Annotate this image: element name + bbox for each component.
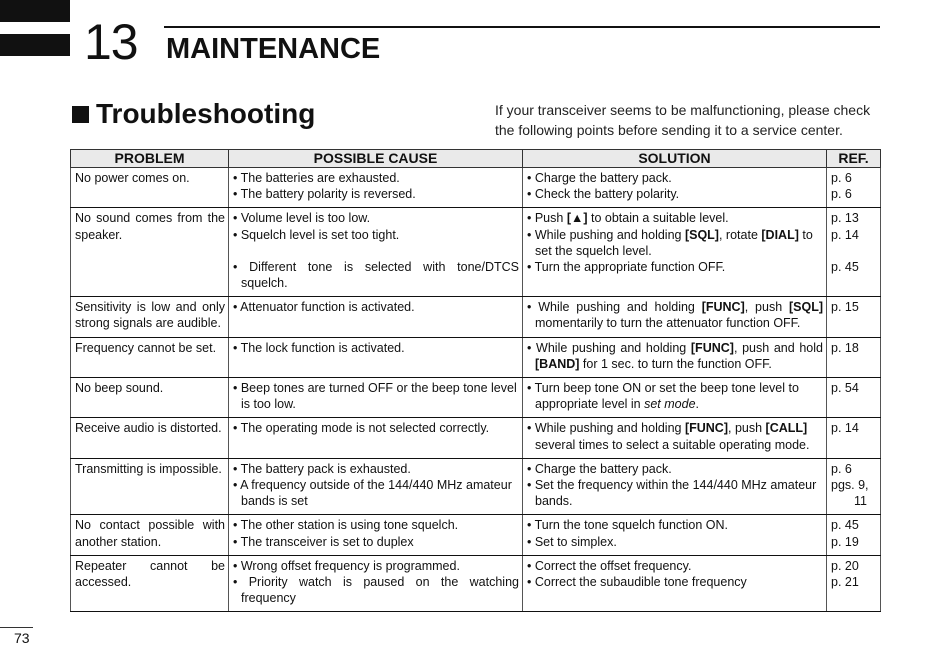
problem-cell: No contact possible with another station.	[71, 515, 229, 555]
ref-cell	[827, 378, 881, 418]
ref-cell	[827, 297, 881, 337]
solution-item: • Turn beep tone ON or set the beep tone level to appropriate level in set mode.	[527, 381, 799, 412]
page-number: 73	[14, 630, 30, 646]
cause-cell	[229, 208, 523, 297]
solution-item: • While pushing and holding [SQL], rotate [DIAL] to set the squelch level.	[527, 227, 813, 258]
cause-cell	[229, 555, 523, 612]
cause-item: • Different tone is selected with tone/DTCS squelch.	[233, 259, 519, 291]
cause-item: • The battery polarity is reversed.	[233, 187, 416, 202]
ref-cell	[827, 337, 881, 377]
solution-item: • While pushing and holding [FUNC], push [CALL] several times to select a suitable operating mode.	[527, 421, 810, 452]
ref-item: p. 54	[831, 381, 859, 396]
header-problem: PROBLEM	[71, 150, 229, 168]
solution-item: • Turn the appropriate function OFF.	[527, 260, 726, 275]
cause-cell	[229, 418, 523, 458]
chapter-title: MAINTENANCE	[166, 33, 381, 65]
cause-item: • Wrong offset frequency is programmed.	[233, 558, 460, 573]
chapter-number: 13	[84, 14, 138, 70]
cause-cell	[229, 337, 523, 377]
cause-item: • The other station is using tone squelch.	[233, 518, 459, 533]
solution-cell	[523, 515, 827, 555]
table-row	[71, 418, 881, 458]
solution-item: • Correct the offset frequency.	[527, 558, 692, 573]
solution-item: • Set to simplex.	[527, 534, 617, 549]
cause-cell	[229, 297, 523, 337]
table-row	[71, 378, 881, 418]
section-heading	[72, 97, 315, 131]
cause-item: • Attenuator function is activated.	[233, 300, 415, 315]
ref-item: p. 15	[831, 300, 859, 315]
solution-cell	[523, 297, 827, 337]
chapter-rule	[164, 26, 880, 28]
cause-item: • The transceiver is set to duplex	[233, 534, 414, 549]
solution-cell	[523, 168, 827, 208]
problem-cell: Frequency cannot be set.	[71, 337, 229, 377]
table-row	[71, 208, 881, 297]
ref-item: p. 18	[831, 340, 859, 355]
problem-cell: No power comes on.	[71, 168, 229, 208]
cause-item: • The operating mode is not selected correctly.	[233, 421, 490, 436]
problem-cell: Transmitting is impossible.	[71, 458, 229, 515]
problem-cell: No beep sound.	[71, 378, 229, 418]
ref-item: p. 6	[831, 461, 852, 476]
cause-cell	[229, 168, 523, 208]
table-row	[71, 168, 881, 208]
ref-cell	[827, 418, 881, 458]
problem-cell: No sound comes from the speaker.	[71, 208, 229, 297]
solution-item: • Push [▲] to obtain a suitable level.	[527, 211, 729, 226]
solution-item: • Check the battery polarity.	[527, 187, 680, 202]
solution-item: • While pushing and holding [FUNC], push and hold [BAND] for 1 sec. to turn the function OFF.	[527, 340, 823, 371]
troubleshooting-table	[70, 149, 881, 612]
ref-item: p. 21	[831, 575, 859, 590]
cause-item: • A frequency outside of the 144/440 MHz amateur bands is set	[233, 478, 512, 509]
solution-item: • Charge the battery pack.	[527, 171, 672, 185]
solution-cell	[523, 458, 827, 515]
square-bullet-icon	[72, 106, 89, 123]
cause-item: • The batteries are exhausted.	[233, 171, 400, 185]
solution-cell	[523, 555, 827, 612]
cause-item: • The lock function is activated.	[233, 340, 405, 355]
table-row	[71, 297, 881, 337]
chapter-tab-top	[0, 0, 70, 22]
ref-item: p. 13	[831, 211, 859, 226]
solution-cell	[523, 337, 827, 377]
table-row	[71, 515, 881, 555]
intro-line: the following points before sending it to a service center.	[495, 122, 843, 138]
ref-item: p. 14	[831, 421, 859, 436]
problem-cell: Receive audio is distorted.	[71, 418, 229, 458]
cause-item: • Volume level is too low.	[233, 211, 371, 226]
solution-cell	[523, 208, 827, 297]
table-row	[71, 458, 881, 515]
chapter-tab-bottom	[0, 34, 70, 56]
cause-cell	[229, 378, 523, 418]
cause-cell	[229, 515, 523, 555]
ref-item: p. 6	[831, 187, 852, 202]
table-header-row	[71, 150, 881, 168]
solution-cell	[523, 418, 827, 458]
ref-cell	[827, 168, 881, 208]
solution-item: • Correct the subaudible tone frequency	[527, 575, 747, 590]
solution-item: • While pushing and holding [FUNC], push [SQL] momentarily to turn the attenuator function OFF.	[527, 300, 824, 331]
solution-cell	[523, 378, 827, 418]
ref-item: p. 20	[831, 558, 859, 573]
ref-item: p. 6	[831, 171, 852, 185]
ref-cell	[827, 515, 881, 555]
section-title: Troubleshooting	[96, 98, 316, 129]
ref-cell	[827, 458, 881, 515]
table-row	[71, 337, 881, 377]
ref-item: pgs. 9,	[831, 478, 869, 493]
ref-item: p. 45	[831, 259, 859, 274]
intro-line: If your transceiver seems to be malfunctioning, please check	[495, 102, 871, 118]
cause-item: • Priority watch is paused on the watching frequency	[233, 575, 519, 606]
ref-cell	[827, 555, 881, 612]
ref-item: p. 14	[831, 227, 859, 242]
problem-cell: Sensitivity is low and only strong signals are audible.	[71, 297, 229, 337]
solution-item: • Set the frequency within the 144/440 MHz amateur bands.	[527, 478, 817, 509]
intro-text	[495, 100, 885, 140]
ref-item: p. 19	[831, 534, 859, 549]
ref-item: p. 45	[831, 518, 859, 533]
cause-item: • Beep tones are turned OFF or the beep tone level is too low.	[233, 381, 517, 412]
cause-cell	[229, 458, 523, 515]
footer-rule	[0, 627, 33, 628]
cause-item: • Squelch level is set too tight.	[233, 227, 400, 242]
ref-cell	[827, 208, 881, 297]
solution-item: • Charge the battery pack.	[527, 461, 672, 476]
ref-item: 11	[854, 494, 867, 509]
problem-cell: Repeater cannot be accessed.	[71, 555, 229, 612]
solution-item: • Turn the tone squelch function ON.	[527, 518, 729, 533]
header-solution: SOLUTION	[523, 150, 827, 168]
header-possible-cause: POSSIBLE CAUSE	[229, 150, 523, 168]
table-row	[71, 555, 881, 612]
header-ref: REF.	[827, 150, 881, 168]
cause-item: • The battery pack is exhausted.	[233, 461, 411, 476]
